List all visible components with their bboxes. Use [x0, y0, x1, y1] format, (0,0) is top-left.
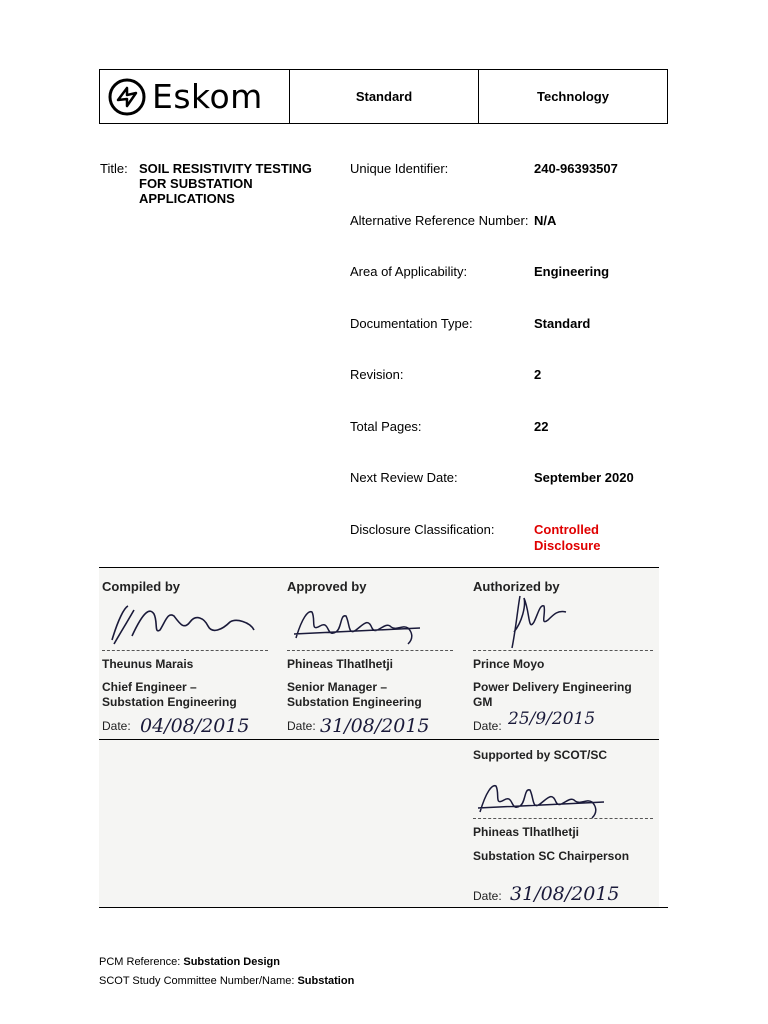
- revision-value: 2: [534, 367, 542, 382]
- authorized-date-label: Date:: [473, 719, 502, 733]
- supported-signature: [474, 778, 624, 822]
- authorized-role-line1: Power Delivery Engineering: [473, 680, 632, 694]
- authorized-role-line2: GM: [473, 695, 493, 709]
- approved-by-heading: Approved by: [287, 579, 367, 594]
- alt-reference-label: Alternative Reference Number:: [350, 213, 529, 228]
- header-doc-class: Standard: [290, 70, 479, 123]
- compiled-role-line1: Chief Engineer –: [102, 680, 197, 694]
- brand-name: Eskom: [152, 77, 263, 116]
- approved-role-line2: Substation Engineering: [287, 695, 422, 709]
- disclosure-value-line1: Controlled: [534, 522, 599, 537]
- scot-committee: [99, 975, 354, 987]
- authorized-sign-line: [473, 650, 653, 651]
- title-label: Title:: [100, 161, 128, 176]
- scot-committee-label: SCOT Study Committee Number/Name:: [99, 975, 298, 987]
- supported-sign-line: [473, 818, 653, 819]
- document-title: SOIL RESISTIVITY TESTING FOR SUBSTATION APPLICATIONS: [139, 161, 312, 206]
- compiled-date-value: 04/08/2015: [140, 715, 250, 737]
- eskom-logo-icon: [108, 78, 146, 116]
- authorized-by-role: [473, 680, 632, 710]
- pcm-reference-label: PCM Reference:: [99, 956, 184, 968]
- compiled-role-line2: Substation Engineering: [102, 695, 237, 709]
- supported-by-name: Phineas Tlhatlhetji: [473, 825, 580, 839]
- compiled-by-heading: Compiled by: [102, 579, 181, 594]
- eskom-logo: [108, 77, 263, 116]
- total-pages-label: Total Pages:: [350, 419, 422, 434]
- compiled-by-role: [102, 680, 237, 710]
- pcm-reference-value: Substation Design: [183, 956, 280, 968]
- compiled-by-name: Theunus Marais: [102, 657, 194, 671]
- alt-reference-value: N/A: [534, 213, 557, 228]
- signature-bottom-rule: [99, 907, 668, 908]
- compiled-signature: [104, 600, 264, 652]
- approved-date-value: 31/08/2015: [320, 715, 430, 737]
- authorized-signature: [500, 592, 580, 652]
- approved-by-name: Phineas Tlhatlhetji: [287, 657, 394, 671]
- area-label: Area of Applicability:: [350, 264, 468, 279]
- supported-by-heading: Supported by SCOT/SC: [473, 748, 608, 762]
- revision-label: Revision:: [350, 367, 404, 382]
- document-header-table: [99, 69, 668, 124]
- disclosure-label: Disclosure Classification:: [350, 522, 495, 537]
- doc-type-value: Standard: [534, 316, 591, 331]
- approved-role-line1: Senior Manager –: [287, 680, 388, 694]
- signature-top-rule: [99, 567, 659, 568]
- authorized-by-heading: Authorized by: [473, 579, 560, 594]
- signature-row-rule: [99, 739, 659, 740]
- total-pages-value: 22: [534, 419, 549, 434]
- pcm-reference: [99, 956, 280, 968]
- approved-date-label: Date:: [287, 719, 316, 733]
- next-review-label: Next Review Date:: [350, 470, 458, 485]
- next-review-value: September 2020: [534, 470, 634, 485]
- approved-signature: [290, 604, 440, 648]
- unique-identifier-label: Unique Identifier:: [350, 161, 449, 176]
- scot-committee-value: Substation: [297, 975, 355, 987]
- supported-date-value: 31/08/2015: [510, 883, 620, 905]
- header-category: Technology: [537, 89, 609, 104]
- authorized-by-name: Prince Moyo: [473, 657, 545, 671]
- logo-cell: [100, 70, 290, 123]
- compiled-date-label: Date:: [102, 719, 131, 733]
- approved-sign-line: [287, 650, 453, 651]
- supported-by-role: Substation SC Chairperson: [473, 849, 630, 863]
- disclosure-value-line2: Disclosure: [534, 538, 601, 553]
- compiled-sign-line: [102, 650, 268, 651]
- unique-identifier-value: 240-96393507: [534, 161, 618, 176]
- disclosure-value: [534, 522, 600, 554]
- approved-by-role: [287, 680, 422, 710]
- area-value: Engineering: [534, 264, 610, 279]
- doc-type-label: Documentation Type:: [350, 316, 473, 331]
- supported-date-label: Date:: [473, 889, 502, 903]
- authorized-date-value: 25/9/2015: [508, 709, 596, 729]
